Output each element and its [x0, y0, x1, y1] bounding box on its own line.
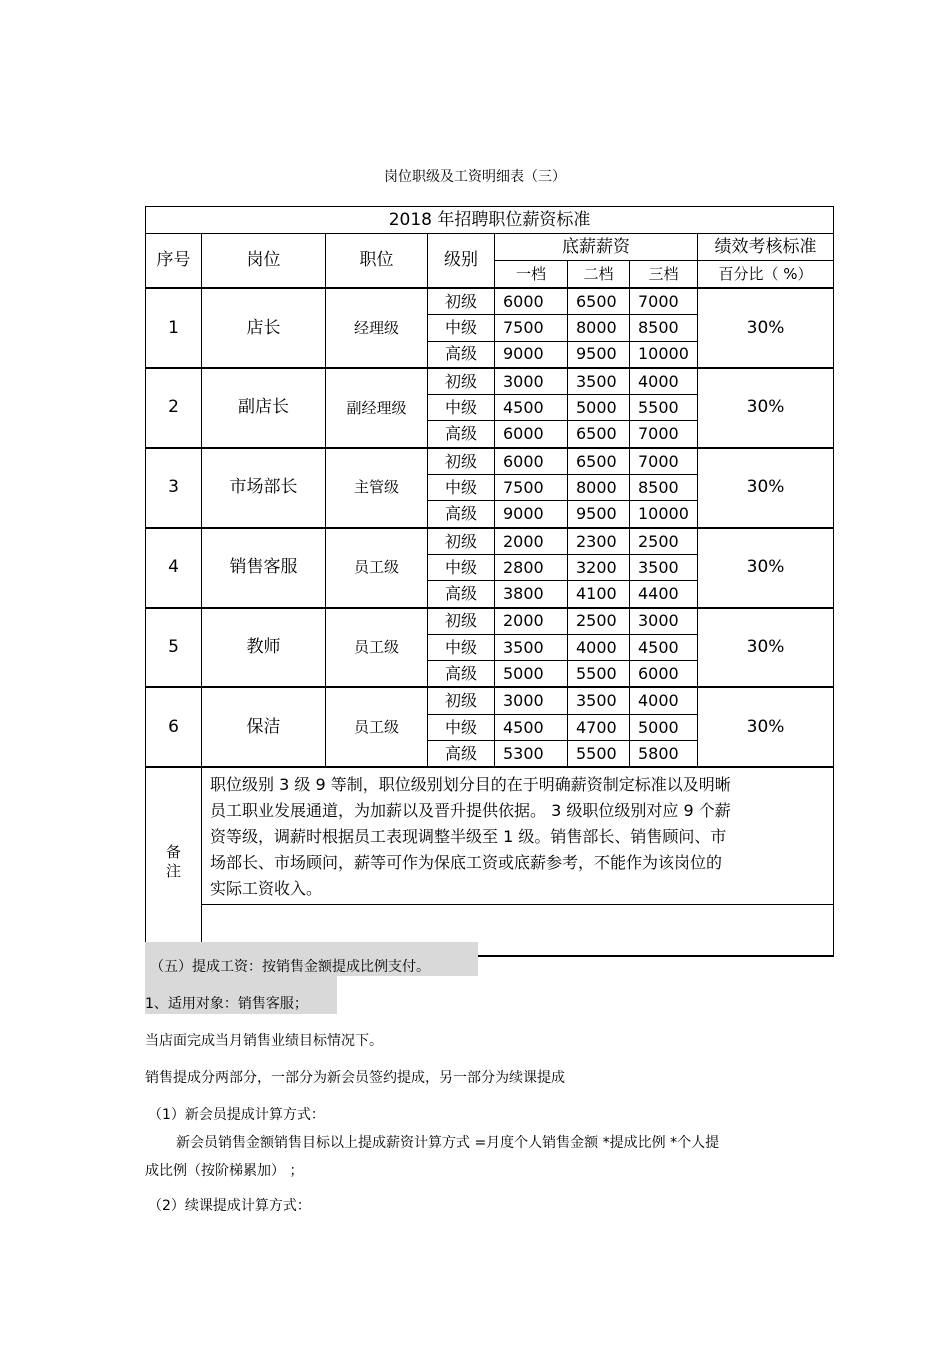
salary-tier2: 4100	[568, 581, 630, 608]
salary-tier2: 8000	[568, 315, 630, 341]
header-performance: 绩效考核标准	[698, 234, 834, 261]
salary-tier1: 4500	[495, 714, 568, 740]
performance-percent: 30%	[698, 687, 834, 767]
salary-tier3: 4400	[630, 581, 698, 608]
level-name: 中级	[428, 634, 495, 660]
level-name: 中级	[428, 475, 495, 501]
performance-percent: 30%	[698, 608, 834, 688]
level-name: 高级	[428, 581, 495, 608]
row-index: 3	[146, 448, 202, 528]
salary-tier2: 6500	[568, 421, 630, 448]
salary-tier1: 5000	[495, 661, 568, 688]
header-rank: 职位	[326, 234, 428, 289]
salary-tier2: 3200	[568, 554, 630, 580]
salary-tier3: 3000	[630, 608, 698, 635]
salary-tier3: 8500	[630, 475, 698, 501]
level-name: 中级	[428, 714, 495, 740]
post-name: 教师	[202, 608, 326, 688]
level-name: 中级	[428, 554, 495, 580]
rank-name: 主管级	[326, 448, 428, 528]
salary-tier1: 6000	[495, 288, 568, 315]
table-row	[146, 608, 834, 635]
header-post: 岗位	[202, 234, 326, 289]
level-name: 中级	[428, 315, 495, 341]
paragraph: 销售提成分两部分，一部分为新会员签约提成，另一部分为续课提成	[145, 1070, 565, 1086]
remark-line: 资等级，调薪时根据员工表现调整半级至 1 级。销售部长、销售顾问、市	[210, 827, 727, 847]
salary-tier3: 7000	[630, 288, 698, 315]
salary-tier3: 10000	[630, 501, 698, 528]
level-name: 高级	[428, 421, 495, 448]
row-index: 1	[146, 288, 202, 368]
header-tier2: 二档	[568, 261, 630, 289]
salary-tier2: 4700	[568, 714, 630, 740]
paragraph: 新会员销售金额销售目标以上提成薪资计算方式 =月度个人销售金额 *提成比例 *个人提	[176, 1135, 720, 1151]
salary-tier2: 2500	[568, 608, 630, 635]
salary-tier3: 5000	[630, 714, 698, 740]
salary-tier3: 5800	[630, 741, 698, 768]
salary-tier2: 9500	[568, 341, 630, 368]
performance-percent: 30%	[698, 448, 834, 528]
salary-tier2: 3500	[568, 368, 630, 395]
paragraph: （1）新会员提成计算方式：	[148, 1107, 325, 1123]
salary-tier1: 9000	[495, 341, 568, 368]
row-index: 4	[146, 528, 202, 608]
table-caption: 2018 年招聘职位薪资标准	[146, 207, 834, 234]
salary-tier2: 5000	[568, 395, 630, 421]
salary-tier3: 7000	[630, 448, 698, 475]
salary-tier2: 9500	[568, 501, 630, 528]
salary-tier2: 8000	[568, 475, 630, 501]
level-name: 初级	[428, 687, 495, 714]
level-name: 初级	[428, 368, 495, 395]
salary-tier2: 6500	[568, 448, 630, 475]
table-row	[146, 528, 834, 555]
remark-line: 员工职业发展通道，为加薪以及晋升提供依据。 3 级职位级别对应 9 个薪	[210, 801, 731, 821]
row-index: 2	[146, 368, 202, 448]
salary-tier1: 6000	[495, 448, 568, 475]
paragraph: 1、适用对象：销售客服；	[145, 996, 308, 1012]
salary-tier3: 4500	[630, 634, 698, 660]
document-title: 岗位职级及工资明细表（三）	[384, 169, 566, 185]
salary-tier1: 7500	[495, 475, 568, 501]
salary-tier3: 6000	[630, 661, 698, 688]
remark-line: 场部长、市场顾问，薪等可作为保底工资或底薪参考，不能作为该岗位的	[210, 853, 723, 873]
remark-label	[146, 767, 202, 956]
header-base-salary: 底薪薪资	[495, 234, 698, 261]
header-tier3: 三档	[630, 261, 698, 289]
table-row	[146, 687, 834, 714]
level-name: 初级	[428, 288, 495, 315]
table-row	[146, 448, 834, 475]
row-index: 5	[146, 608, 202, 688]
header-tier1: 一档	[495, 261, 568, 289]
salary-tier2: 5500	[568, 661, 630, 688]
level-name: 初级	[428, 608, 495, 635]
performance-percent: 30%	[698, 288, 834, 368]
salary-tier2: 2300	[568, 528, 630, 555]
salary-tier1: 4500	[495, 395, 568, 421]
remark-line: 职位级别 3 级 9 等制，职位级别划分目的在于明确薪资制定标准以及明晰	[210, 775, 731, 795]
salary-tier1: 9000	[495, 501, 568, 528]
table-row	[146, 288, 834, 315]
post-name: 销售客服	[202, 528, 326, 608]
level-name: 初级	[428, 528, 495, 555]
salary-tier1: 3500	[495, 634, 568, 660]
salary-tier1: 2000	[495, 608, 568, 635]
salary-tier2: 4000	[568, 634, 630, 660]
performance-percent: 30%	[698, 528, 834, 608]
rank-name: 员工级	[326, 608, 428, 688]
post-name: 市场部长	[202, 448, 326, 528]
salary-tier3: 10000	[630, 341, 698, 368]
remark-row	[146, 767, 834, 905]
paragraph: （2）续课提成计算方式：	[148, 1198, 311, 1214]
level-name: 高级	[428, 661, 495, 688]
post-name: 保洁	[202, 687, 326, 767]
level-name: 初级	[428, 448, 495, 475]
salary-tier1: 2800	[495, 554, 568, 580]
salary-tier3: 4000	[630, 368, 698, 395]
paragraph: 成比例（按阶梯累加） ；	[145, 1163, 304, 1179]
salary-tier1: 5300	[495, 741, 568, 768]
salary-tier3: 2500	[630, 528, 698, 555]
salary-tier3: 8500	[630, 315, 698, 341]
level-name: 高级	[428, 741, 495, 768]
rank-name: 员工级	[326, 528, 428, 608]
salary-tier1: 3000	[495, 368, 568, 395]
paragraph: 当店面完成当月销售业绩目标情况下。	[145, 1033, 383, 1049]
salary-tier2: 5500	[568, 741, 630, 768]
performance-percent: 30%	[698, 368, 834, 448]
salary-tier1: 6000	[495, 421, 568, 448]
remark-label-char: 备	[165, 842, 181, 861]
section-heading: （五）提成工资：按销售金额提成比例支付。	[150, 959, 430, 975]
salary-table	[145, 206, 834, 957]
rank-name: 经理级	[326, 288, 428, 368]
level-name: 高级	[428, 501, 495, 528]
salary-tier3: 7000	[630, 421, 698, 448]
salary-tier1: 2000	[495, 528, 568, 555]
level-name: 中级	[428, 395, 495, 421]
post-name: 店长	[202, 288, 326, 368]
salary-tier1: 3800	[495, 581, 568, 608]
header-percent: 百分比（ %）	[698, 261, 834, 289]
header-index: 序号	[146, 234, 202, 289]
salary-tier1: 3000	[495, 687, 568, 714]
rank-name: 员工级	[326, 687, 428, 767]
header-level: 级别	[428, 234, 495, 289]
salary-tier3: 4000	[630, 687, 698, 714]
salary-tier1: 7500	[495, 315, 568, 341]
salary-tier3: 5500	[630, 395, 698, 421]
remark-line: 实际工资收入。	[210, 879, 323, 899]
salary-tier3: 3500	[630, 554, 698, 580]
remark-text	[202, 767, 834, 905]
row-index: 6	[146, 687, 202, 767]
post-name: 副店长	[202, 368, 326, 448]
table-row	[146, 368, 834, 395]
remark-label-char: 注	[165, 862, 181, 881]
salary-tier2: 3500	[568, 687, 630, 714]
salary-tier2: 6500	[568, 288, 630, 315]
level-name: 高级	[428, 341, 495, 368]
rank-name: 副经理级	[326, 368, 428, 448]
